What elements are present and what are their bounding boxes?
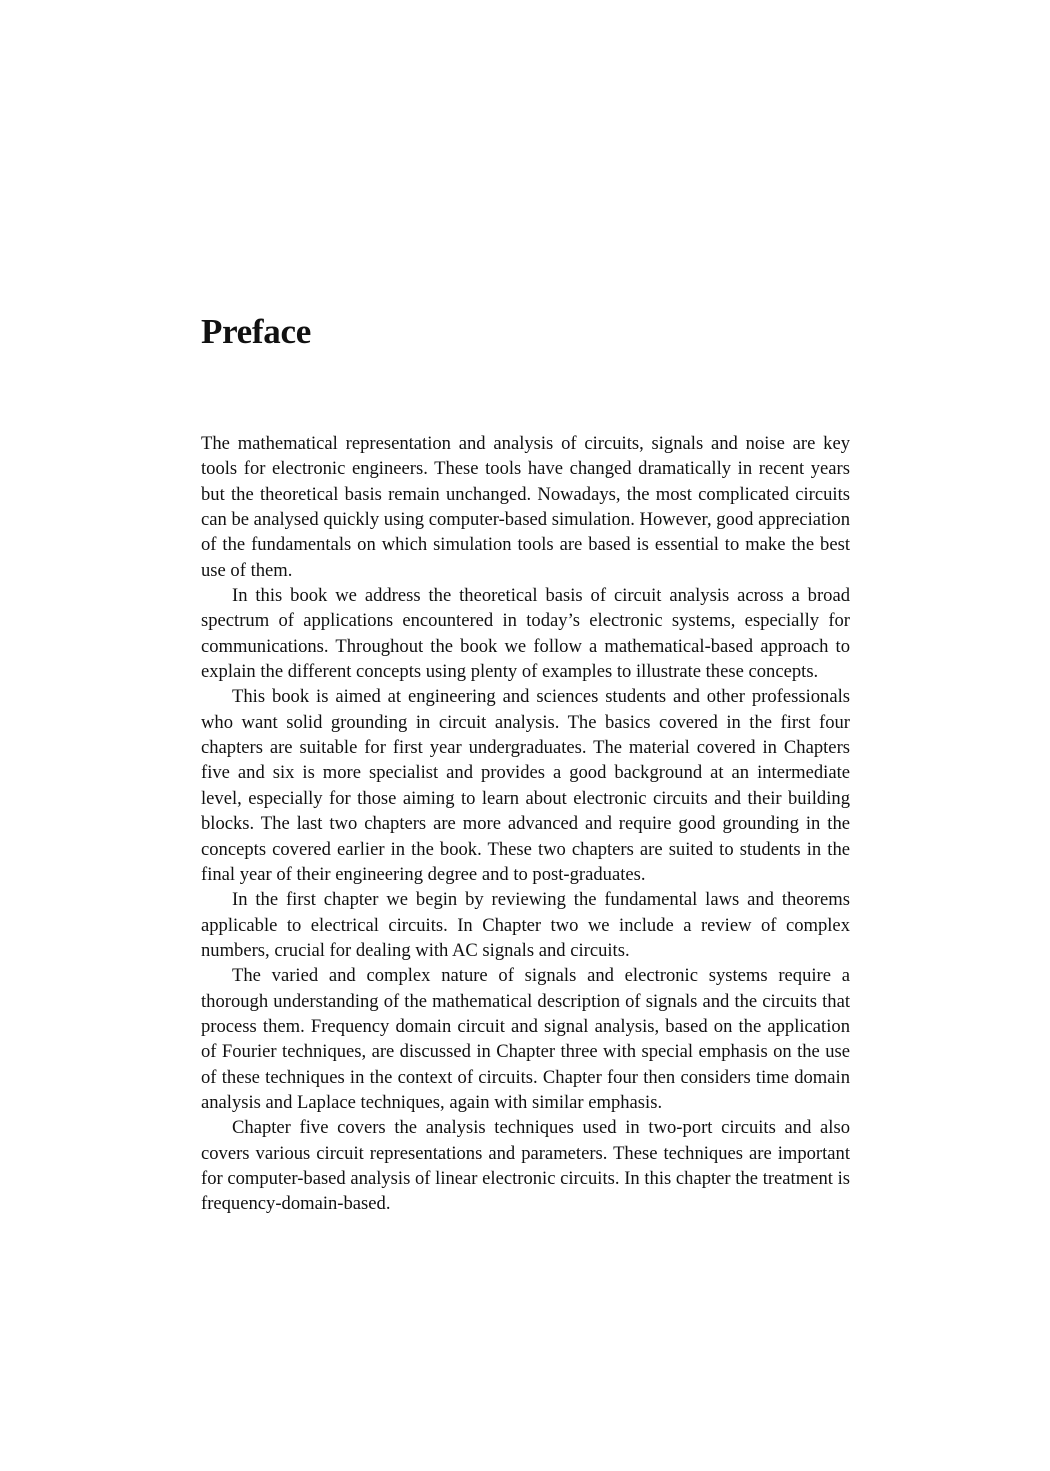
paragraph-1: The mathematical representation and analysis of circuits, signals and noise are key tools for electronic engineers. These tools have changed dramatically in recent years but the theoretical basis remain unchanged. Nowadays, the most complicated circuits can be analysed quickly using computer-based simulation. However, good appreciation of the fundamentals on which simulation tools are based is essential to make the best use of them.	[201, 433, 850, 581]
paragraph-3: This book is aimed at engineering and sciences students and other professionals who want solid grounding in circuit analysis. The basics covered in the first four chapters are suitable for first year undergraduates. The material covered in Chapters five and six is more specialist and provides a good background at an intermediate level, especially for those aiming to learn about electronic circuits and their building blocks. The last two chapters are more advanced and require good grounding in the concepts covered earlier in the book. These two chapters are suited to students in the final year of their engineering degree and to post-graduates.	[201, 686, 850, 885]
paragraph-2: In this book we address the theoretical basis of circuit analysis across a broad spectrum of applications encountered in today’s electronic systems, especially for communications. Throughout the book we follow a mathematical-based approach to explain the different concepts using plenty of examples to illustrate these concepts.	[201, 585, 850, 683]
chapter-title: Preface	[201, 312, 311, 351]
paragraph-5: The varied and complex nature of signals and electronic systems require a thorough understanding of the mathematical description of signals and the circuits that process them. Frequency domain circuit and signal analysis, based on the application of Fourier techniques, are discussed in Chapter three with special emphasis on the use of these techniques in the context of circuits. Chapter four then considers time domain analysis and Laplace techniques, again with similar emphasis.	[201, 965, 850, 1113]
preface-body	[201, 431, 850, 1217]
paragraph-4: In the first chapter we begin by reviewing the fundamental laws and theorems applicable to electrical circuits. In Chapter two we include a review of complex numbers, crucial for dealing with AC signals and circuits.	[201, 889, 850, 961]
paragraph-6: Chapter five covers the analysis techniques used in two-port circuits and also covers various circuit representations and parameters. These techniques are important for computer-based analysis of linear electronic circuits. In this chapter the treatment is frequency-domain-based.	[201, 1117, 850, 1215]
